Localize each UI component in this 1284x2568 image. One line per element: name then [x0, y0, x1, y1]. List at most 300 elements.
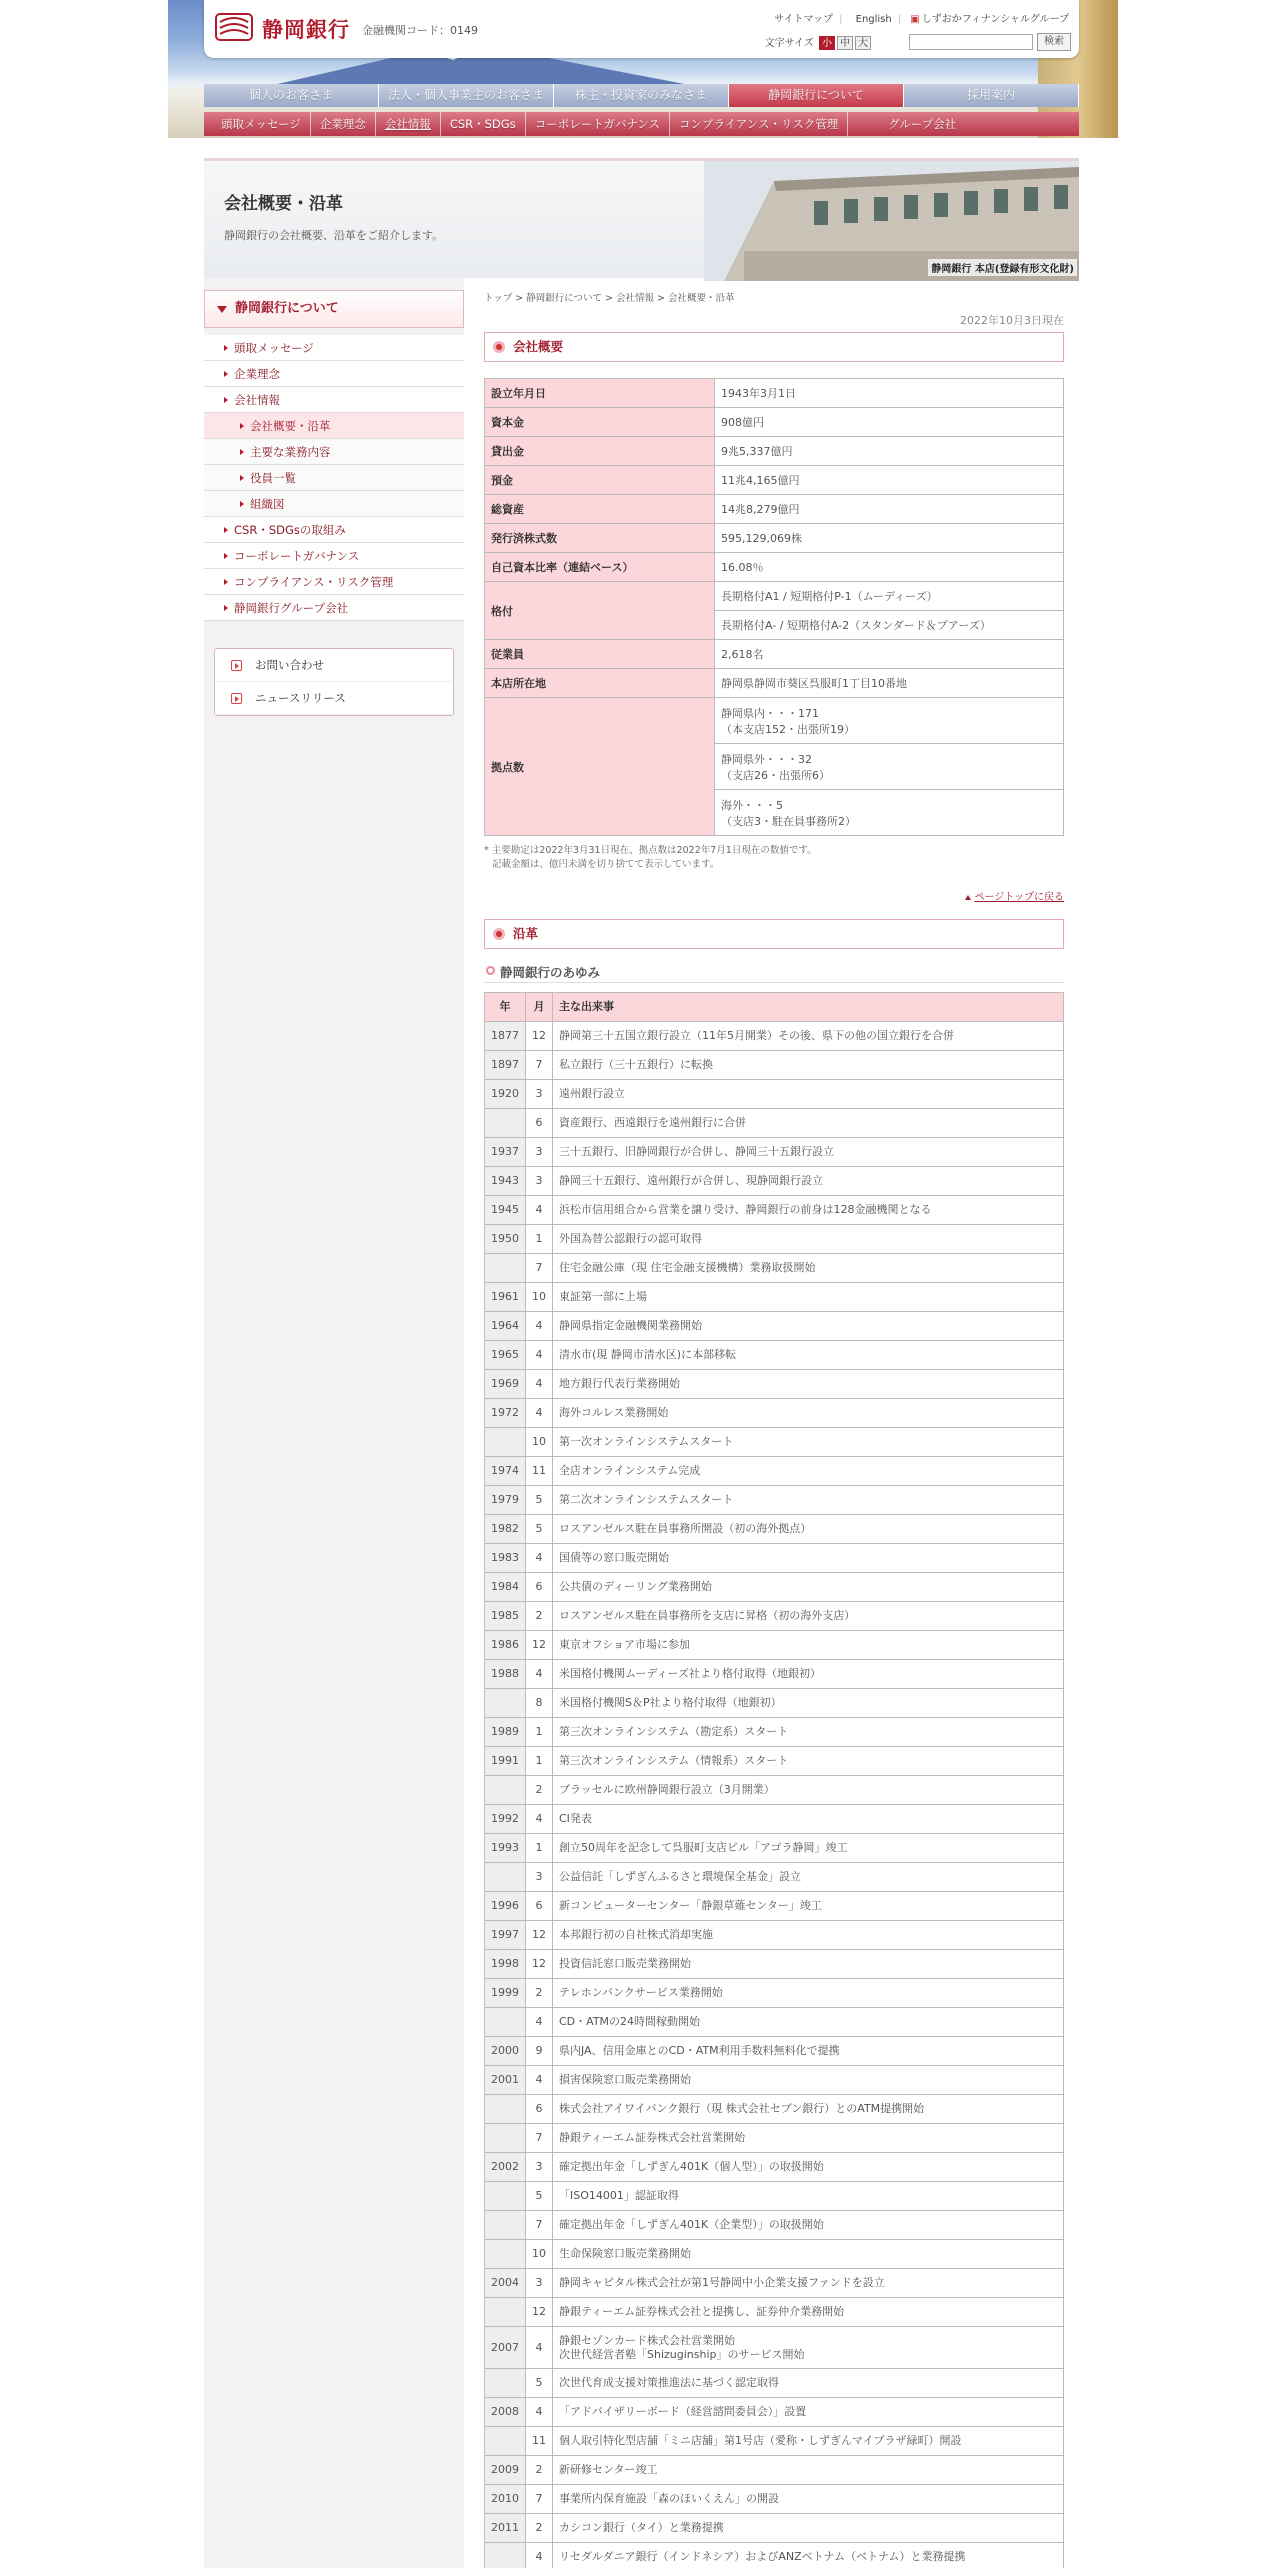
sidebar-item-label: 会社情報	[234, 393, 280, 407]
history-event-line: 新コンピューターセンター「静銀草薙センター」竣工	[559, 1899, 822, 1912]
history-row	[485, 1283, 1064, 1312]
overview-label: 従業員	[485, 640, 715, 669]
history-month: 4	[526, 1544, 553, 1573]
history-event-line: 「ISO14001」認証取得	[559, 2189, 679, 2202]
history-event	[553, 1921, 1064, 1950]
history-event	[553, 2066, 1064, 2095]
history-event-line: 事業所内保育施設「森のほいくえん」の開設	[559, 2492, 779, 2505]
history-event-line: 三十五銀行、旧静岡銀行が合併し、静岡三十五銀行設立	[559, 1145, 834, 1158]
history-row	[485, 2211, 1064, 2240]
history-header-year: 年	[485, 993, 526, 1022]
overview-value-line: 長期格付A- / 短期格付A-2（スタンダード＆プアーズ）	[721, 619, 991, 632]
contact-link-label: お問い合わせ	[255, 658, 324, 672]
history-row	[485, 1718, 1064, 1747]
history-event-line: CI発表	[559, 1812, 592, 1825]
overview-value	[715, 582, 1064, 611]
history-month: 9	[526, 2037, 553, 2066]
overview-value	[715, 744, 1064, 790]
history-year: 1998	[485, 1950, 526, 1979]
page-subtitle: 静岡銀行の会社概要、沿革をご紹介します。	[224, 229, 444, 242]
history-event	[553, 1892, 1064, 1921]
overview-row	[485, 379, 1064, 408]
history-row	[485, 1979, 1064, 2008]
overview-value-line: 2,618名	[721, 648, 764, 661]
history-month: 4	[526, 1312, 553, 1341]
hero-caption: 静岡銀行 本店(登録有形文化財)	[928, 259, 1077, 276]
sidebar-item-label: 静岡銀行グループ会社	[234, 601, 349, 615]
history-year: 1982	[485, 1515, 526, 1544]
history-event	[553, 2543, 1064, 2568]
history-event-line: 静岡第三十五国立銀行設立（11年5月開業）その後、県下の他の国立銀行を合併	[559, 1029, 954, 1042]
sidebar-item-label: 頭取メッセージ	[234, 341, 314, 355]
arrow-right-icon	[240, 423, 244, 429]
history-month: 12	[526, 1631, 553, 1660]
history-month: 11	[526, 2427, 553, 2456]
history-month: 4	[526, 2066, 553, 2095]
note-line-2: 記載金額は、億円未満を切り捨てて表示しています。	[492, 859, 720, 870]
history-year: 1969	[485, 1370, 526, 1399]
subnav-compliance[interactable]: コンプライアンス・リスク管理	[670, 112, 848, 136]
sidebar-item-label: 主要な業務内容	[250, 445, 331, 459]
history-row	[485, 1921, 1064, 1950]
history-year: 1997	[485, 1921, 526, 1950]
contact-link[interactable]	[215, 649, 453, 682]
history-month: 2	[526, 1979, 553, 2008]
history-event	[553, 2456, 1064, 2485]
history-event-line: 外国為替公認銀行の認可取得	[559, 1232, 702, 1245]
overview-label: 総資産	[485, 495, 715, 524]
history-year	[485, 2211, 526, 2240]
overview-row	[485, 640, 1064, 669]
bank-logo-icon[interactable]	[214, 12, 258, 42]
ring-bullet-icon	[486, 966, 495, 975]
sidebar-heading-label: 静岡銀行について	[235, 301, 339, 316]
sidebar-item-message[interactable]	[204, 335, 464, 361]
history-row	[485, 1341, 1064, 1370]
overview-heading-label: 会社概要	[513, 339, 564, 354]
english-link[interactable]: English	[855, 14, 892, 25]
history-month: 1	[526, 1225, 553, 1254]
history-year	[485, 2369, 526, 2398]
overview-table	[484, 378, 1064, 836]
history-event	[553, 1950, 1064, 1979]
history-event	[553, 1341, 1064, 1370]
overview-heading	[484, 332, 1064, 362]
history-row	[485, 2456, 1064, 2485]
history-header-month: 月	[526, 993, 553, 1022]
font-size-switcher	[765, 34, 871, 50]
history-event-line: 次世代育成支援対策推進法に基づく認定取得	[559, 2376, 779, 2389]
history-year: 1950	[485, 1225, 526, 1254]
history-year: 1877	[485, 1022, 526, 1051]
history-month: 3	[526, 1138, 553, 1167]
history-month: 7	[526, 1051, 553, 1080]
history-event	[553, 1138, 1064, 1167]
history-heading	[484, 919, 1064, 949]
history-event-line: 静岡県指定金融機関業務開始	[559, 1319, 702, 1332]
sidebar-item-label: 組織図	[250, 497, 285, 511]
history-event-line: 遠州銀行設立	[559, 1087, 625, 1100]
history-month: 4	[526, 2398, 553, 2427]
history-event	[553, 1312, 1064, 1341]
sidebar-item-compliance[interactable]	[204, 569, 464, 595]
history-row	[485, 1080, 1064, 1109]
history-row	[485, 2369, 1064, 2398]
history-subheading-label: 静岡銀行のあゆみ	[500, 965, 601, 980]
overview-value-line: 静岡県内・・・171	[721, 706, 819, 720]
overview-label: 貸出金	[485, 437, 715, 466]
history-month: 1	[526, 1834, 553, 1863]
history-row	[485, 1399, 1064, 1428]
overview-label: 自己資本比率（連結ベース）	[485, 553, 715, 582]
history-event-line: 米国格付機関ムーディーズ社より格付取得（地銀初）	[559, 1667, 822, 1680]
history-event	[553, 2485, 1064, 2514]
history-event	[553, 1689, 1064, 1718]
history-month: 4	[526, 2008, 553, 2037]
history-event-line: 清水市(現 静岡市清水区)に本部移転	[559, 1348, 737, 1361]
history-month: 3	[526, 1863, 553, 1892]
history-event	[553, 1573, 1064, 1602]
history-row	[485, 1515, 1064, 1544]
overview-label: 発行済株式数	[485, 524, 715, 553]
news-release-link-label: ニュースリリース	[255, 691, 346, 705]
arrow-right-icon	[224, 553, 228, 559]
history-event	[553, 1080, 1064, 1109]
history-event-line: 投資信託窓口販売業務開始	[559, 1957, 691, 1970]
history-year: 1972	[485, 1399, 526, 1428]
search-button[interactable]: 検索	[1037, 33, 1071, 51]
history-month: 4	[526, 1370, 553, 1399]
history-year: 1965	[485, 1341, 526, 1370]
history-year: 2001	[485, 2066, 526, 2095]
history-event	[553, 2153, 1064, 2182]
overview-value-line: 11兆4,165億円	[721, 474, 800, 487]
history-event	[553, 1167, 1064, 1196]
history-event-line: 公共債のディーリング業務開始	[559, 1580, 712, 1593]
history-event	[553, 1399, 1064, 1428]
circle-bullet-icon	[493, 341, 505, 353]
arrow-right-icon	[224, 397, 228, 403]
history-year: 1983	[485, 1544, 526, 1573]
history-month: 10	[526, 2240, 553, 2269]
history-event-line: 県内JA、信用金庫とのCD・ATM利用手数料無料化で提携	[559, 2044, 840, 2057]
sidebar-item-org-chart[interactable]	[204, 491, 464, 517]
history-row	[485, 1602, 1064, 1631]
sidebar	[204, 278, 464, 2568]
overview-value	[715, 379, 1064, 408]
search-input[interactable]	[909, 34, 1033, 50]
history-subheading	[484, 963, 600, 981]
news-release-link[interactable]	[215, 682, 453, 715]
overview-value-line: （支店3・駐在員事務所2）	[721, 814, 856, 828]
history-month: 3	[526, 2153, 553, 2182]
history-row	[485, 1689, 1064, 1718]
history-month: 7	[526, 1254, 553, 1283]
history-row	[485, 2037, 1064, 2066]
history-event	[553, 1254, 1064, 1283]
history-year	[485, 1254, 526, 1283]
history-event	[553, 2240, 1064, 2269]
subnav-group[interactable]: グループ会社	[888, 117, 957, 131]
history-month: 7	[526, 2485, 553, 2514]
note-line-1: * 主要勘定は2022年3月31日現在、拠点数は2022年7月1日現在の数値です。	[484, 845, 817, 856]
history-event-line: 静銀ティーエム証券株式会社営業開始	[559, 2131, 746, 2144]
history-month: 10	[526, 1283, 553, 1312]
font-size-label: 文字サイズ	[764, 38, 814, 49]
history-event-line: 米国格付機関S＆P社より格付取得（地銀初）	[559, 1696, 782, 1709]
overview-row	[485, 408, 1064, 437]
sidebar-item-overview[interactable]	[204, 413, 464, 439]
font-size-large-button[interactable]: 大	[855, 36, 871, 50]
overview-row	[485, 524, 1064, 553]
overview-value	[715, 466, 1064, 495]
history-row	[485, 2095, 1064, 2124]
history-row	[485, 2240, 1064, 2269]
arrow-right-icon	[224, 605, 228, 611]
gnav-corporate[interactable]: 法人・個人事業主のお客さま	[379, 84, 554, 107]
arrow-right-icon	[240, 501, 244, 507]
hero-banner	[204, 158, 1079, 278]
sidebar-item-label: コンプライアンス・リスク管理	[234, 575, 394, 589]
gnav-investors[interactable]: 株主・投資家のみなさま	[554, 84, 729, 107]
history-year: 1961	[485, 1283, 526, 1312]
sidebar-item-officers[interactable]	[204, 465, 464, 491]
history-year	[485, 2543, 526, 2568]
history-month: 1	[526, 1747, 553, 1776]
history-event	[553, 1602, 1064, 1631]
gnav-personal[interactable]: 個人のお客さま	[204, 84, 379, 107]
page-title: 会社概要・沿革	[224, 194, 343, 214]
arrow-right-icon	[224, 579, 228, 585]
sidebar-item-business[interactable]	[204, 439, 464, 465]
history-row	[485, 2153, 1064, 2182]
history-row	[485, 1457, 1064, 1486]
history-year: 1964	[485, 1312, 526, 1341]
history-event-line: ロスアンゼルス駐在員事務所開設（初の海外拠点）	[559, 1522, 812, 1535]
arrow-right-icon	[240, 449, 244, 455]
overview-value-line: 海外・・・5	[721, 798, 783, 812]
history-table	[484, 992, 1064, 2568]
history-event	[553, 1515, 1064, 1544]
sidebar-item-governance[interactable]	[204, 543, 464, 569]
sidebar-heading[interactable]	[204, 290, 464, 328]
history-row	[485, 1863, 1064, 1892]
subnav-csr[interactable]: CSR・SDGs	[441, 112, 526, 136]
page	[168, 0, 1118, 2568]
subnav-company-info[interactable]: 会社情報	[376, 112, 441, 136]
history-month: 6	[526, 1109, 553, 1138]
overview-value	[715, 698, 1064, 744]
history-event	[553, 1370, 1064, 1399]
triangle-down-icon	[217, 306, 227, 313]
history-event-line: 公益信託「しずぎんふるさと環境保全基金」設立	[559, 1870, 801, 1883]
arrow-right-icon	[224, 527, 228, 533]
logo-text[interactable]: 静岡銀行	[262, 17, 350, 42]
history-year	[485, 2008, 526, 2037]
history-event	[553, 2211, 1064, 2240]
sidebar-item-label: 会社概要・沿革	[250, 419, 331, 433]
history-year: 1989	[485, 1718, 526, 1747]
history-month: 1	[526, 1718, 553, 1747]
overview-value	[715, 669, 1064, 698]
overview-value	[715, 408, 1064, 437]
history-event-line: 本邦銀行初の自社株式消却実施	[559, 1928, 713, 1941]
overview-value	[715, 790, 1064, 836]
history-month: 6	[526, 1573, 553, 1602]
overview-value-line: （本支店152・出張所19）	[721, 722, 855, 736]
subnav-governance[interactable]: コーポレートガバナンス	[526, 112, 670, 136]
top-bar	[204, 0, 1079, 58]
history-month: 3	[526, 1167, 553, 1196]
history-year	[485, 1863, 526, 1892]
history-event	[553, 1747, 1064, 1776]
history-row	[485, 1834, 1064, 1863]
history-event	[553, 1051, 1064, 1080]
history-event-line: 私立銀行（三十五銀行）に転換	[559, 1058, 713, 1071]
history-year: 1920	[485, 1080, 526, 1109]
history-row	[485, 1254, 1064, 1283]
history-event	[553, 1196, 1064, 1225]
history-event	[553, 2182, 1064, 2211]
history-year	[485, 2240, 526, 2269]
history-row	[485, 1805, 1064, 1834]
history-month: 5	[526, 2182, 553, 2211]
arrow-right-icon	[224, 345, 228, 351]
history-event-line: 創立50周年を記念して呉服町支店ビル「アゴラ静岡」竣工	[559, 1841, 848, 1854]
header	[168, 0, 1118, 138]
sitemap-link[interactable]: サイトマップ	[774, 14, 834, 25]
history-year: 2007	[485, 2327, 526, 2369]
history-year	[485, 2298, 526, 2327]
history-row	[485, 1138, 1064, 1167]
history-row	[485, 1109, 1064, 1138]
history-year	[485, 1109, 526, 1138]
sidebar-item-csr[interactable]	[204, 517, 464, 543]
history-month: 12	[526, 1950, 553, 1979]
history-event	[553, 1979, 1064, 2008]
sidebar-item-company-info[interactable]	[204, 387, 464, 413]
history-month: 10	[526, 1428, 553, 1457]
history-event-line: 第三次オンラインシステム（情報系）スタート	[559, 1754, 789, 1767]
history-year: 1897	[485, 1051, 526, 1080]
history-event-line: 静岡三十五銀行、遠州銀行が合併し、現静岡銀行設立	[559, 1174, 823, 1187]
sidebar-links-box	[214, 648, 454, 716]
overview-label: 資本金	[485, 408, 715, 437]
history-event-line: カシコン銀行（タイ）と業務提携	[559, 2521, 724, 2534]
overview-value-line: （支店26・出張所6）	[721, 768, 830, 782]
history-event	[553, 1718, 1064, 1747]
sidebar-item-philosophy[interactable]	[204, 361, 464, 387]
overview-value-line: 16.08％	[721, 561, 764, 574]
history-month: 4	[526, 1805, 553, 1834]
history-month: 8	[526, 1689, 553, 1718]
history-month: 4	[526, 1341, 553, 1370]
history-event	[553, 1776, 1064, 1805]
history-event	[553, 2269, 1064, 2298]
history-month: 3	[526, 1080, 553, 1109]
history-row	[485, 2327, 1064, 2369]
history-event	[553, 1428, 1064, 1457]
external-link-icon: ▣	[910, 14, 920, 25]
history-month: 2	[526, 1602, 553, 1631]
history-event	[553, 2124, 1064, 2153]
history-year: 2004	[485, 2269, 526, 2298]
history-month: 5	[526, 1486, 553, 1515]
history-month: 4	[526, 1660, 553, 1689]
history-event	[553, 1863, 1064, 1892]
history-event-line: 資産銀行、西遠銀行を遠州銀行に合併	[559, 1116, 746, 1129]
history-event-line: ブラッセルに欧州静岡銀行設立（3月開業）	[559, 1783, 775, 1796]
overview-value-line: 長期格付A1 / 短期格付P-1（ムーディーズ）	[721, 590, 938, 603]
history-event	[553, 2095, 1064, 2124]
history-event-line: 海外コルレス業務開始	[559, 1406, 669, 1419]
history-event-line: 株式会社アイワイバンク銀行（現 株式会社セブン銀行）とのATM提携開始	[559, 2102, 925, 2115]
history-row	[485, 1486, 1064, 1515]
history-month: 5	[526, 1515, 553, 1544]
history-row	[485, 1573, 1064, 1602]
history-event	[553, 1109, 1064, 1138]
sfg-link[interactable]: しずおかフィナンシャルグループ	[921, 14, 1069, 25]
history-event-line: 地方銀行代表行業務開始	[559, 1377, 680, 1390]
sidebar-item-group[interactable]	[204, 595, 464, 621]
subnav-message[interactable]: 頭取メッセージ	[212, 112, 311, 136]
history-year: 1974	[485, 1457, 526, 1486]
history-row	[485, 1544, 1064, 1573]
global-nav	[204, 84, 1079, 107]
overview-value	[715, 611, 1064, 640]
overview-value	[715, 524, 1064, 553]
history-event-line: 静岡キャピタル株式会社が第1号静岡中小企業支援ファンドを設立	[559, 2276, 885, 2289]
history-month: 2	[526, 2514, 553, 2543]
overview-value-line: 908億円	[721, 416, 764, 429]
overview-value	[715, 437, 1064, 466]
circle-bullet-icon	[493, 928, 505, 940]
history-row	[485, 2514, 1064, 2543]
history-row	[485, 1051, 1064, 1080]
overview-row	[485, 669, 1064, 698]
history-year: 2009	[485, 2456, 526, 2485]
history-event-line: 第一次オンラインシステムスタート	[559, 1435, 734, 1448]
breadcrumb[interactable]: トップ > 静岡銀行について > 会社情報 > 会社概要・沿革	[484, 293, 735, 304]
history-month: 7	[526, 2211, 553, 2240]
history-year	[485, 1776, 526, 1805]
subnav-philosophy[interactable]: 企業理念	[311, 112, 376, 136]
history-header-event: 主な出来事	[553, 993, 1064, 1022]
history-row	[485, 1167, 1064, 1196]
history-event-line: 第三次オンラインシステム（勘定系）スタート	[559, 1725, 789, 1738]
history-month: 2	[526, 2456, 553, 2485]
history-row	[485, 1892, 1064, 1921]
overview-value-line: 1943年3月1日	[721, 387, 796, 400]
gnav-about[interactable]: 静岡銀行について	[729, 84, 904, 107]
history-row	[485, 2398, 1064, 2427]
font-size-small-button[interactable]: 小	[819, 36, 835, 50]
history-year: 2000	[485, 2037, 526, 2066]
history-row	[485, 1950, 1064, 1979]
history-month: 3	[526, 2269, 553, 2298]
history-year	[485, 1428, 526, 1457]
font-size-medium-button[interactable]: 中	[837, 36, 853, 50]
history-event-line: 新研修センター竣工	[559, 2463, 658, 2476]
overview-label: 設立年月日	[485, 379, 715, 408]
overview-value-line: 静岡県静岡市葵区呉服町1丁目10番地	[721, 677, 907, 690]
history-event	[553, 1660, 1064, 1689]
history-year: 1988	[485, 1660, 526, 1689]
page-top-label: ページトップに戻る	[974, 892, 1064, 903]
history-month: 5	[526, 2369, 553, 2398]
page-top-link[interactable]	[965, 888, 1065, 903]
gnav-recruit[interactable]: 採用案内	[904, 84, 1079, 107]
